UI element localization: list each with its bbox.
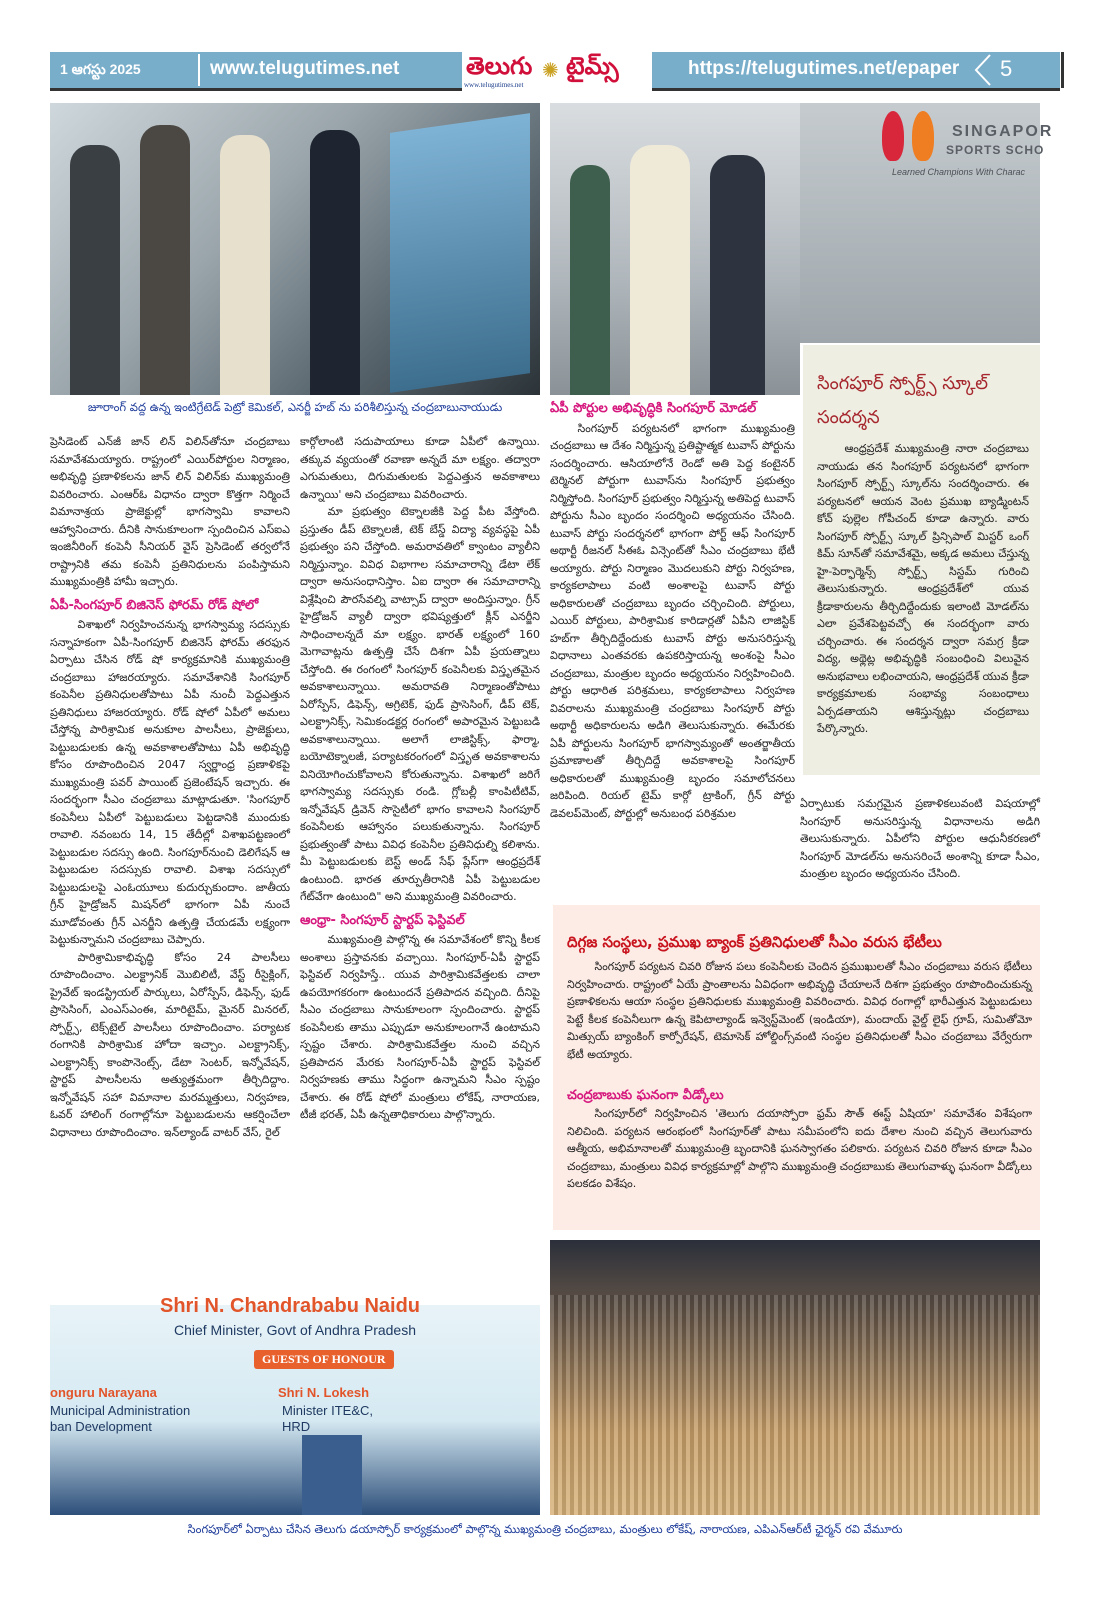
subheading-roadshow: ఏపీ-సింగపూర్ బిజినెస్ ఫోరమ్ రోడ్ షోలో [50, 597, 259, 613]
banner-role-line: Municipal Administration [50, 1403, 191, 1418]
photo-display-wall [390, 113, 530, 393]
photo-energy-hub-visit [50, 103, 540, 395]
article-column-1 [50, 433, 290, 1141]
paragraph: ఏర్పాటుకు సమగ్రమైన ప్రణాళికలువంటి విషయాల్లో సింగపూర్ అనుసరిస్తున్న విధానాలను అడిగి తెలుసుకున్నారు. ఏపీలోని పోర్టుల ఆధునీకరణలో సింగపూర్ మోడల్‌ను అనుసరించే అంశాన్ని కూడా సీఎం, మంత్రుల బృందం అధ్యయనం చేసింది. [800, 797, 1040, 880]
photo-port-visit [550, 103, 800, 395]
photo-person [140, 125, 190, 395]
photo-diaspora-stage [50, 1295, 540, 1515]
banner-guest-role [282, 1403, 373, 1435]
photo-person [310, 130, 360, 395]
issue-date: 1 ఆగస్టు 2025 [60, 61, 141, 77]
banner-guest-role [50, 1403, 190, 1435]
paragraph: ప్రెసిడెంట్ ఎన్‌జీ జాన్ లిన్ విలిన్‌తోనూ చంద్రబాబు సమావేశమయ్యారు. రాష్ట్రంలో ఎయిర్‌పోర్టుల నిర్మాణం, అభివృద్ధి ప్రణాళికలను జాన్ లిన్ విలిన్‌కు ముఖ్యమంత్రి వివరించారు. ఎంఆర్ఓ విధానం ద్వారా కొత్తగా నిర్మించే విమానాశ్రయ ప్రాజెక్టుల్లో భాగస్వామి కావాలని ఆహ్వానించారు. దీనికి సానుకూలంగా స్పందించిన ఎస్‌ఐఎ ఇంజినీరింగ్ కంపెనీ సీనియర్ వైస్ ప్రెసిడెంట్ తర్వలోనే రాష్ట్రానికి తమ కంపెనీ ప్రతినిధులను పంపిస్తామని ముఖ్యమంత్రికి హామీ ఇచ్చారు. [50, 435, 290, 588]
banner-cm-name: Shri N. Chandrababu Naidu [160, 1295, 421, 1317]
globe-emblem-icon: ✺ [542, 58, 559, 82]
photo-person [570, 165, 610, 395]
flame-logo-red [882, 111, 904, 161]
paragraph: కార్గోలాంటి సదుపాయాలు కూడా ఏపీలో ఉన్నాయి. తక్కువ వ్యయంతో రవాణా అన్నదే మా లక్ష్యం. తద్వారా ఎగుమతులు, దిగుమతులకు పెద్దఎత్తున అవకాశాలు ఉన్నాయి' అని చంద్రబాబు వివరించారు. [300, 435, 540, 501]
flame-logo-orange [912, 111, 934, 161]
paragraph: ఆంధ్రప్రదేశ్ ముఖ్యమంత్రి నారా చంద్రబాబు నాయుడు తన సింగపూర్ పర్యటనలో భాగంగా సింగపూర్ స్పోర్ట్స్ స్కూల్‌ను సందర్శించారు. ఈ పర్యటనలో ఆయన వెంట ప్రముఖ బ్యాడ్మింటన్ కోచ్ పుల్లెల గోపీచంద్ కూడా ఉన్నారు. వారు సింగపూర్ స్పోర్ట్స్ స్కూల్ ప్రిన్సిపాల్ మిస్టర్ ఒంగ్ కిమ్ సూన్‌తో సమావేశమై, అక్కడ అమలు చేస్తున్న హై-పెర్ఫార్మెన్స్ స్పోర్ట్స్ సిస్టమ్ గురించి తెలుసుకున్నారు. ఆంధ్రప్రదేశ్‌లో యువ క్రీడాకారులను తీర్చిదిద్దేందుకు ఇలాంటి మోడల్‌ను ఎలా ప్రవేశపెట్టవచ్చో ఈ సందర్భంగా వారు చర్చించారు. ఈ సందర్శన ద్వారా సమగ్ర క్రీడా విద్య, అథ్లెట్ల అభివృద్ధికి సంబంధించి విలువైన అనుభవాలు లభించాయని, ఆంధ్రప్రదేశ్ యువ క్రీడా కార్యక్రమాలకు సంభావ్య సంబంధాలు ఏర్పడతాయని ఆశిస్తున్నట్లు చంద్రబాబు పేర్కొన్నారు. [817, 442, 1029, 735]
paragraph: సింగపూర్ పర్యటనలో భాగంగా ముఖ్యమంత్రి చంద్రబాబు ఆ దేశం నిర్మిస్తున్న ప్రతిష్టాత్మక టువాస్ పోర్టును సందర్శించారు. ఆసియాలోనే రెండో అతి పెద్ద కంటైనర్ టెర్మినల్ పోర్టుగా టువాస్‌ను సింగపూర్ ప్రభుత్వం నిర్మిస్తోంది. సింగపూర్ ప్రభుత్వం నిర్మిస్తున్న అతిపెద్ద టువాస్ పోర్టును సీఎం బృందం సందర్శించి అధ్యయనం చేసింది. టువాస్ పోర్టు సందర్శనలో భాగంగా పోర్ట్ ఆఫ్ సింగపూర్ అథార్టీ రీజనల్ సీఈఓ విన్సెంట్‌తో సీఎం చంద్రబాబు భేటీ అయ్యారు. పోర్టు నిర్మాణం మొదలుకుని పోర్టు నిర్వహణ, కార్యకలాపాలు వంటి అంశాలపై టువాస్ పోర్టు అధికారులతో చంద్రబాబు బృందం చర్చించింది. పోర్టులు, ఎయిర్ పోర్టులు, పారిశ్రామిక కారిడార్లతో ఏపీని లాజిస్టిక్ హబ్‌గా తీర్చిదిద్దేందుకు టువాస్ పోర్టు అనుసరిస్తున్న విధానాలు ఎంతవరకు ఉపకరిస్తాయన్న అంశంపై సీఎం చంద్రబాబు, మంత్రుల బృందం అధ్యయనం నిర్వహించింది. పోర్టు ఆధారిత పరిశ్రమలు, కార్యకలాపాలు నిర్వహణ వివరాలను ముఖ్యమంత్రి చంద్రబాబు సింగపూర్ పోర్టు అథార్టీ అధికారులను అడిగి తెలుసుకున్నారు. ఈమేరకు ఏపీ పోర్టులను సింగపూర్ భాగస్వామ్యంతో అంతర్జాతీయ ప్రమాణాలతో తీర్చిదిద్దే అవకాశాలపై సింగపూర్ అధికారులతో ముఖ్యమంత్రి బృందం సమాలోచనలు జరిపింది. రియల్ టైమ్ కార్గో ట్రాకింగ్, గ్రీన్ పోర్టు డెవలప్‌మెంట్, పోర్టుల్లో అనుబంధ పరిశ్రమల [550, 421, 795, 820]
paragraph: పారిశ్రామికాభివృద్ధి కోసం 24 పాలసీలు రూపొందించాం. ఎలక్ట్రానిక్ మొబిలిటీ, వేస్ట్ రీసైక్లింగ్, ప్రైవేట్ ఇండస్ట్రియల్ పార్కులు, ఏరోస్పేస్, డిఫెన్స్, ఫుడ్ ప్రాసెసింగ్, ఎంఎస్ఎంఈ, మారిటైమ్, మైనర్ మినరల్, స్పోర్ట్స్, టెక్స్‌టైల్ పాలసీలు రూపొందించాం. పర్యాటక రంగానికి పారిశ్రామిక హోదా ఇచ్చాం. ఎలక్ట్రానిక్స్, ఎలక్ట్రానిక్స్ కాంపొనెంట్స్, డేటా సెంటర్, ఇన్నోవేషన్, స్టార్టప్ పాలసీలను అత్యుత్తమంగా తీర్చిదిద్దాం. ఇన్నోవేషన్ సహా విమానాల మరమ్మత్తులు, నిర్వహణ, ఓవర్ హాలింగ్ రంగాల్లోనూ పెట్టుబడులను ఆకర్షించేలా విధానాలు రూపొందించాం. ఇన్‌ల్యాండ్ వాటర్ వేస్, రైల్ [50, 950, 290, 1139]
paragraph: సింగపూర్ పర్యటన చివరి రోజున పలు కంపెనీలకు చెందిన ప్రముఖులతో సీఎం చంద్రబాబు వరుస భేటీలు నిర్వహించారు. రాష్ట్రంలో ఏయే ప్రాంతాలను ఏవిధంగా అభివృద్ధి చేయాలనే దిశగా ప్రభుత్వం రూపొందించుకున్న ప్రణాళికలను ఆయా సంస్థల ప్రతినిధులకు ముఖ్యమంత్రి వివరించారు. వివిధ రంగాల్లో భారీఎత్తున పెట్టుబడులు పెట్టే కీలక కంపెనీలుగా ఉన్న కెపిటాల్యాండ్ ఇన్వెస్ట్‌మెంట్ (ఇండియా), మందాయ్ వైల్డ్ లైఫ్ గ్రూప్, సుమితోమో మిత్సుయ్ బ్యాంకింగ్ కార్పోరేషన్, టెమాసెక్ హోల్డింగ్స్‌వంటి సంస్థల ప్రతినిధులతో సీఎం చంద్రబాబు వేర్వేరుగా భేటీ అయ్యారు. [567, 960, 1032, 1061]
header-divider [198, 54, 200, 86]
page-number: 5 [1000, 56, 1013, 81]
paragraph: విశాఖలో నిర్వహించనున్న భాగస్వామ్య సదస్సుకు సన్నాహకంగా ఏపీ-సింగపూర్ బిజినెస్ ఫోరమ్ తరఫున ఏర్పాటు చేసిన రోడ్ షో కార్యక్రమానికి ముఖ్యమంత్రి చంద్రబాబు హాజరయ్యారు. సమావేశానికి సింగపూర్ కంపెనీల ప్రతినిధులతోపాటు ఏపీ నుంచీ పెద్దఎత్తున ప్రతినిధులు హాజరయ్యారు. రోడ్ షోలో ఏపీలో అమలు చేస్తోన్న పారిశ్రామిక అనుకూల పాలసీలు, ప్రాజెక్టులు, పెట్టుబడులకు ఉన్న అవకాశాలతోపాటు ఏపీ అభివృద్ధి కోసం రూపొందించిన 2047 స్వర్ణాంధ్ర ప్రణాళికపై ముఖ్యమంత్రి పవర్ పాయింట్ ప్రజెంటేషన్ ఇచ్చారు. ఈ సందర్భంగా సీఎం చంద్రబాబు మాట్లాడుతూ. 'సింగపూర్ కంపెనీలు ఏపీలో పెట్టుబడులు పెట్టడానికి ముందుకు రావాలి. నవంబరు 14, 15 తేదీల్లో విశాఖపట్టణంలో పెట్టుబడుల సదస్సు ఉంది. సింగపూర్‌నుంచి డెలిగేషన్ ఆ పెట్టుబడుల సదస్సుకు రావాలి. విశాఖ సదస్సులో పెట్టుబడులపై ఎంఓయూలు కుదుర్చుకుందాం. జాతీయ గ్రీన్ హైడ్రోజన్ మిషన్‌లో భాగంగా ఏపీ నుంచే మూడోవంతు గ్రీన్ ఎనర్జీని ఉత్పత్తి చేయడమే లక్ష్యంగా పెట్టుకున్నామని చంద్రబాబు చెప్పారు. [50, 618, 290, 946]
subheading-startup-festival: ఆంధ్రా- సింగపూర్ స్టార్టప్ ఫెస్టివల్ [300, 912, 465, 928]
photo-person [70, 145, 120, 395]
banner-role-line: ban Development [50, 1419, 152, 1434]
paragraph: ముఖ్యమంత్రి పాల్గొన్న ఈ సమావేశంలో కొన్ని కీలక అంశాలు ప్రస్తావనకు వచ్చాయి. సింగపూర్-ఏపీ స్టార్టప్ ఫెస్టివల్ నిర్వహిస్తే.. యువ పారిశ్రామికవేత్తలకు చాలా ఉపయోగకరంగా ఉంటుందనే ప్రతిపాదన వచ్చింది. దీనిపై సీఎం చంద్రబాబు సానుకూలంగా స్పందించారు. స్టార్టప్ కంపెనీలకు తాము ఎప్పుడూ అనుకూలంగానే ఉంటామని స్పష్టం చేశారు. పారిశ్రామికవేత్తల నుంచి వచ్చిన ప్రతిపాదన మేరకు సింగపూర్-ఏపీ స్టార్టప్ ఫెస్టివల్ నిర్వహణకు తాము సిద్ధంగా ఉన్నామని సీఎం స్పష్టం చేశారు. ఈ రోడ్ షోలో మంత్రులు లోకేష్, నారాయణ, టీజీ భరత్, ఏపీ ఉన్నతాధికారులు పాల్గొన్నారు. [300, 933, 540, 1121]
paragraph: సింగపూర్‌లో నిర్వహించిన 'తెలుగు దయాస్పోరా ఫ్రమ్ సౌత్ ఈస్ట్ ఏషియా' సమావేశం విశేషంగా నిలిచింది. పర్యటన ఆరంభంలో సింగపూర్‌తో పాటు సమీపంలోని ఐదు దేశాల నుంచి వచ్చిన తెలుగువారు ఆత్మీయ, అభిమానాలతో ముఖ్యమంత్రి బృందానికి ఘనస్వాగతం పలికారు. పర్యటన చివరి రోజున కూడా సీఎం చంద్రబాబు, మంత్రులు వివిధ కార్యక్రమాల్లో పాల్గొని ముఖ్యమంత్రి చంద్రబాబుకు తెలుగువాళ్ళు ఘనంగా వీడ్కోలు పలకడం విశేషం. [567, 1107, 1032, 1190]
article-column-3 [550, 400, 795, 822]
sidebox-title: సింగపూర్ స్పోర్ట్స్ స్కూల్ సందర్శన [817, 373, 989, 428]
banner-role-line: HRD [282, 1419, 311, 1434]
subheading-ports-model: ఏపీ పోర్టుల అభివృద్ధికి సింగపూర్ మోడల్ [550, 401, 757, 416]
sign-sports-school: SPORTS SCHO [946, 143, 1045, 157]
banner-role-line: Minister ITE&C, [282, 1403, 374, 1418]
banner-guest-name: onguru Narayana [50, 1385, 157, 1400]
article-column-2 [300, 433, 540, 1124]
banner-guest-name: Shri N. Lokesh [278, 1385, 370, 1400]
photo-person [630, 145, 690, 395]
sidebox-body [817, 440, 1029, 738]
meetings-body [567, 958, 1032, 1063]
photo-audience [550, 1295, 1040, 1515]
meetings-box [553, 905, 1040, 1230]
paragraph: మా ప్రభుత్వం టెక్నాలజీకి పెద్ద పీట వేస్తోంది. ప్రస్తుతం డీప్ టెక్నాలజీ, టెక్ బేస్డ్ విద్యా వ్యవస్థపై ఏపీ ప్రభుత్వం పని చేస్తోంది. అమరావతిలో క్వాంటం వ్యాలీని నిర్మిస్తున్నాం. వివిధ విభాగాల సమాచారాన్ని డేటా లేక్ ద్వారా అనుసంధానిస్తాం. ఏఐ ద్వారా ఈ సమాచారాన్ని విశ్లేషించి పౌరసేవల్ని వాట్సాప్ ద్వారా అందిస్తున్నాం. గ్రీన్ హైడ్రోజన్ వ్యాలీ ద్వారా భవిష్యత్తులో క్లీన్ ఎనర్జీని సాధించాలన్నదే మా లక్ష్యం. భారత్ లక్ష్యంలో 160 మెగావాట్లను ఉత్పత్తి చేసే దిశగా ఏపీ ప్రయత్నాలు చేస్తోంది. ఈ రంగంలో సింగపూర్ కంపెనీలకు విస్తృతమైన అవకాశాలున్నాయి. అమరావతి నిర్మాణంతోపాటు ఏరోస్పేస్, డిఫెన్స్, అగ్రిటెక్, ఫుడ్ ప్రాసెసింగ్, డీప్ టెక్, ఎలక్ట్రానిక్స్, సెమికండక్టర్ల రంగంలో అపారమైన పెట్టుబడి అవకాశాలున్నాయి. అలాగే లాజిస్టిక్స్, ఫార్మా, బయోటెక్నాలజీ, పర్యాటకరంగంలో విస్తృత అవకాశాలను వినియోగించుకోవాలని కోరుతున్నాను. విశాఖలో జరిగే భాగస్వామ్య సదస్సుకు రండి. గ్లోబల్లీ కాంపిటీటివ్, ఇన్నోవేషన్ డ్రివెన్ సొసైటీలో భాగం కావాలని సింగపూర్ కంపెనీలకు ఆహ్వానం పలుకుతున్నాను. సింగపూర్ ప్రభుత్వంతో పాటు వివిధ కంపెనీల ప్రతినిధుల్ని కలిశాను. మీ పెట్టుబడులకు బెస్ట్ అండ్ సేఫ్ ప్లేస్‌గా ఆంధ్రప్రదేశ్ ఉంటుంది. భారత తూర్పుతీరానికి ఏపీ పెట్టుబడుల గేట్‌వేగా ఉంటుంది" అని ముఖ్యమంత్రి వివరించారు. [300, 505, 540, 903]
banner-cm-title: Chief Minister, Govt of Andhra Pradesh [173, 1322, 416, 1338]
sports-school-sidebox [803, 345, 1040, 775]
photo-caption-energy-hub: జూరాంగ్ వద్ద ఉన్న ఇంటిగ్రేటెడ్ పెట్రో కెమికల్, ఎనర్జీ హబ్ ను పరిశీలిస్తున్న చంద్రబాబునాయుడు [87, 400, 503, 414]
site-link[interactable]: www.telugutimes.net [210, 58, 400, 79]
photo-podium [302, 1435, 362, 1515]
meetings-heading: దిగ్గజ సంస్థలు, ప్రముఖ బ్యాంక్ ప్రతినిధులతో సీఎం వరుస భేటీలు [567, 933, 942, 951]
epaper-link[interactable]: https://telugutimes.net/epaper [688, 58, 960, 79]
farewell-body [567, 1105, 1032, 1193]
header-end-bar [1061, 52, 1064, 88]
article-column-4 [800, 795, 1040, 883]
sign-singapore: SINGAPOR [952, 123, 1054, 140]
photo-person [220, 135, 270, 395]
logo-word-telugu: తెలుగు [466, 52, 533, 80]
masthead [50, 52, 1060, 91]
photo-person [710, 155, 765, 395]
logo-url: www.telugutimes.net [464, 81, 524, 89]
photo-diaspora-crowd [550, 1240, 1040, 1515]
farewell-subheading: చంద్రబాబుకు ఘనంగా వీడ్కోలు [567, 1088, 724, 1103]
logo-word-times: టైమ్స్ [566, 52, 619, 80]
sign-tagline: Learned Champions With Charac [892, 167, 1025, 177]
telugu-times-logo[interactable] [462, 52, 652, 92]
photo-caption-diaspora: సింగపూర్‌లో ఏర్పాటు చేసిన తెలుగు డయాస్పోర్ కార్యక్రమంలో పాల్గొన్న ముఖ్యమంత్రి చంద్రబాబు, మంత్రులు లోకేష్, నారాయణ, ఎపిఎన్ఆర్‌టీ ఛైర్మన్ రవి వేమూరు [187, 1522, 903, 1536]
photo-sports-school [800, 103, 1054, 343]
banner-guests-of-honour: GUESTS OF HONOUR [254, 1350, 394, 1369]
